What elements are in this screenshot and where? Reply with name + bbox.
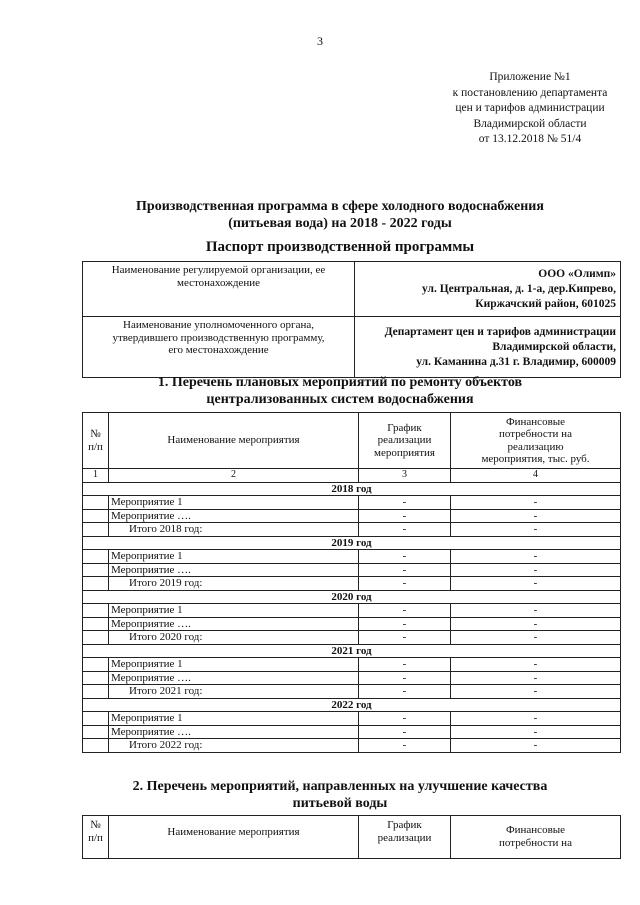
- year-row: [83, 590, 621, 604]
- table-row: [83, 658, 621, 672]
- table-row: [83, 671, 621, 685]
- event-name: Мероприятие 1: [109, 496, 359, 510]
- header-name: Наименование мероприятия: [109, 816, 359, 859]
- column-number: 3: [359, 469, 451, 483]
- column-number: 4: [451, 469, 621, 483]
- finance-value: -: [451, 550, 621, 564]
- section1-title: 1. Перечень плановых мероприятий по ремонту объектов централизованных систем водоснабжения: [157, 375, 523, 407]
- schedule-value: -: [359, 631, 451, 645]
- finance-value: -: [451, 563, 621, 577]
- appendix-line: Приложение №1: [489, 71, 571, 83]
- table-row: [83, 509, 621, 523]
- schedule-value: -: [359, 671, 451, 685]
- table-header-row: [83, 816, 621, 859]
- appendix-line: от 13.12.2018 № 51/4: [478, 133, 582, 145]
- event-name: Мероприятие 1: [109, 550, 359, 564]
- passport-row-organization: [83, 262, 621, 317]
- page-number: 3: [317, 34, 323, 48]
- header-num: № п/п: [83, 413, 109, 469]
- total-label: Итого 2018 год:: [109, 523, 359, 537]
- passport-title: Паспорт производственной программы: [205, 239, 475, 255]
- event-name: Мероприятие ….: [109, 617, 359, 631]
- event-name: Мероприятие ….: [109, 563, 359, 577]
- total-label: Итого 2019 год:: [109, 577, 359, 591]
- year-row: [83, 698, 621, 712]
- total-label: Итого 2021 год:: [109, 685, 359, 699]
- total-label: Итого 2022 год:: [109, 739, 359, 753]
- schedule-value: -: [359, 577, 451, 591]
- schedule-value: -: [359, 563, 451, 577]
- year-label: 2020 год: [83, 590, 621, 604]
- event-name: Мероприятие ….: [109, 671, 359, 685]
- schedule-value: -: [359, 509, 451, 523]
- schedule-value: -: [359, 550, 451, 564]
- event-name: Мероприятие ….: [109, 725, 359, 739]
- table-header-row: [83, 413, 621, 469]
- table-row: [83, 617, 621, 631]
- year-row: [83, 482, 621, 496]
- total-row: [83, 739, 621, 753]
- year-label: 2021 год: [83, 644, 621, 658]
- finance-value: -: [451, 739, 621, 753]
- finance-value: -: [451, 671, 621, 685]
- header-finance: Финансовые потребности на реализацию мероприятия, тыс. руб.: [451, 413, 621, 469]
- schedule-value: -: [359, 523, 451, 537]
- table-row: [83, 496, 621, 510]
- finance-value: -: [451, 658, 621, 672]
- section2-title: 2. Перечень мероприятий, направленных на улучшение качества питьевой воды: [132, 779, 548, 811]
- table-row: [83, 563, 621, 577]
- header-name: Наименование мероприятия: [109, 413, 359, 469]
- finance-value: -: [451, 496, 621, 510]
- finance-value: -: [451, 617, 621, 631]
- schedule-value: -: [359, 725, 451, 739]
- column-numbers-row: [83, 469, 621, 483]
- finance-value: -: [451, 631, 621, 645]
- passport-label: Наименование уполномоченного органа, утвердившего производственную программу, его местонахождение: [83, 317, 355, 378]
- table-row: [83, 725, 621, 739]
- finance-value: -: [451, 604, 621, 618]
- event-name: Мероприятие 1: [109, 604, 359, 618]
- schedule-value: -: [359, 496, 451, 510]
- total-row: [83, 685, 621, 699]
- schedule-value: -: [359, 739, 451, 753]
- finance-value: -: [451, 685, 621, 699]
- passport-row-authority: [83, 317, 621, 378]
- passport-value: ООО «Олимп» ул. Центральная, д. 1-а, дер.Кипрево, Киржачский район, 601025: [355, 262, 621, 317]
- header-schedule: График реализации мероприятия: [359, 413, 451, 469]
- schedule-value: -: [359, 617, 451, 631]
- event-name: Мероприятие 1: [109, 658, 359, 672]
- table-row: [83, 604, 621, 618]
- finance-value: -: [451, 577, 621, 591]
- passport-table: [82, 261, 621, 378]
- event-name: Мероприятие ….: [109, 509, 359, 523]
- appendix-line: цен и тарифов администрации: [455, 102, 605, 114]
- table-row: [83, 550, 621, 564]
- column-number: 2: [109, 469, 359, 483]
- column-number: 1: [83, 469, 109, 483]
- finance-value: -: [451, 725, 621, 739]
- finance-value: -: [451, 712, 621, 726]
- program-title: Производственная программа в сфере холодного водоснабжения (питьевая вода) на 2018 - 2022 годы: [136, 199, 544, 231]
- passport-label: Наименование регулируемой организации, ее местонахождение: [83, 262, 355, 317]
- total-row: [83, 631, 621, 645]
- header-finance: Финансовые потребности на: [451, 816, 621, 859]
- appendix-line: Владимирской области: [473, 117, 587, 130]
- year-label: 2019 год: [83, 536, 621, 550]
- finance-value: -: [451, 523, 621, 537]
- schedule-value: -: [359, 658, 451, 672]
- appendix-line: к постановлению департамента: [452, 86, 608, 99]
- schedule-value: -: [359, 604, 451, 618]
- event-name: Мероприятие 1: [109, 712, 359, 726]
- passport-value: Департамент цен и тарифов администрации Владимирской области, ул. Каманина д.31 г. Владимир, 600009: [355, 317, 621, 378]
- header-schedule: График реализации: [359, 816, 451, 859]
- year-row: [83, 644, 621, 658]
- total-row: [83, 523, 621, 537]
- quality-table: [82, 815, 621, 859]
- year-row: [83, 536, 621, 550]
- year-label: 2018 год: [83, 482, 621, 496]
- schedule-value: -: [359, 712, 451, 726]
- events-table: [82, 412, 621, 753]
- schedule-value: -: [359, 685, 451, 699]
- year-label: 2022 год: [83, 698, 621, 712]
- header-num: № п/п: [83, 816, 109, 859]
- appendix-block: [430, 70, 630, 148]
- finance-value: -: [451, 509, 621, 523]
- total-row: [83, 577, 621, 591]
- table-row: [83, 712, 621, 726]
- total-label: Итого 2020 год:: [109, 631, 359, 645]
